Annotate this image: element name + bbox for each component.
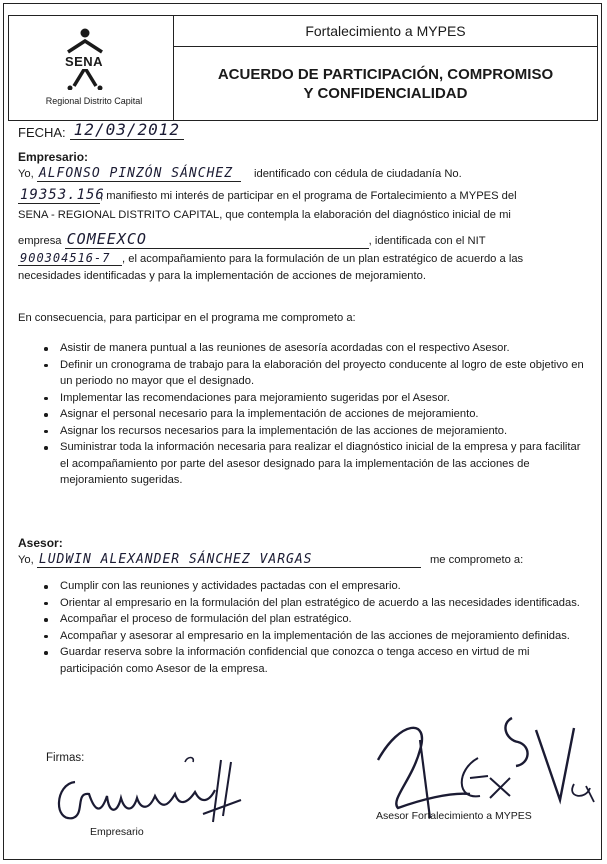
nit-value: 900304516-7 <box>18 251 122 266</box>
title-line-2: Y CONFIDENCIALIDAD <box>303 85 468 102</box>
interest-text: , manifiesto mi interés de participar en el programa de Fortalecimiento a MYPES del <box>100 190 517 202</box>
empresario-line-3: SENA - REGIONAL DISTRITO CAPITAL, que contempla la elaboración del diagnóstico inicial de mi <box>18 209 511 221</box>
date-field <box>18 120 184 140</box>
empresario-label: Empresario: <box>18 150 89 164</box>
empresario-line-1 <box>18 166 583 182</box>
empresario-commitments <box>40 340 585 489</box>
document-title <box>174 48 597 120</box>
list-item: Guardar reserva sobre la información confidencial que conozca o tenga acceso en virtud de mi participación como Asesor de la empresa. <box>40 644 585 677</box>
document-header <box>8 15 598 121</box>
cedula-intro: identificado con cédula de ciudadanía No. <box>253 168 462 180</box>
nit-intro: , identificada con el NIT <box>368 235 486 247</box>
yo-text: Yo, <box>18 554 34 566</box>
asesor-line-1 <box>18 552 583 568</box>
asesor-signature-label: Asesor Fortalecimiento a MYPES <box>376 810 532 822</box>
empresario-signature-label: Empresario <box>90 826 144 838</box>
empresario-line-5 <box>18 251 583 266</box>
logo-cell <box>9 16 174 120</box>
date-label: FECHA: <box>18 125 66 140</box>
list-item: Acompañar el proceso de formulación del plan estratégico. <box>40 611 585 628</box>
list-item: Definir un cronograma de trabajo para la elaboración del proyecto conducente al logro de este objetivo en un periodo no mayor que el designado. <box>40 357 585 390</box>
title-line-1: ACUERDO DE PARTICIPACIÓN, COMPROMISO <box>217 66 554 83</box>
logo-text: SENA <box>64 54 104 69</box>
list-item: Orientar al empresario en la formulación del plan estratégico de acuerdo a las necesidades identificadas. <box>40 595 585 612</box>
asesor-signature <box>360 700 600 825</box>
acompanamiento-text: , el acompañamiento para la formulación de un plan estratégico de acuerdo a las <box>122 253 524 265</box>
empresa-name: COMEEXCO <box>65 230 369 249</box>
date-value: 12/03/2012 <box>70 120 184 140</box>
asesor-commit-text: me comprometo a: <box>429 554 524 566</box>
yo-text: Yo, <box>18 168 34 180</box>
empresario-line-4 <box>18 230 583 249</box>
list-item: Asignar el personal necesario para la implementación de acciones de mejoramiento. <box>40 406 585 423</box>
program-name: Fortalecimiento a MYPES <box>305 23 466 39</box>
cedula-value: 19353.156 <box>20 187 105 203</box>
list-item: Cumplir con las reuniones y actividades pactadas con el empresario. <box>40 578 585 595</box>
empresario-name: ALFONSO PINZÓN SÁNCHEZ <box>37 166 241 182</box>
asesor-commitments <box>40 578 585 677</box>
list-item: Asignar los recursos necesarios para la implementación de las acciones de mejoramiento. <box>40 423 585 440</box>
empresario-line-6: necesidades identificadas y para la implementación de acciones de mejoramiento. <box>18 270 426 282</box>
firmas-label: Firmas: <box>46 752 85 764</box>
list-item: Acompañar y asesorar al empresario en la implementación de las acciones de mejoramiento definidas. <box>40 628 585 645</box>
region-label: Regional Distrito Capital <box>45 96 143 106</box>
list-item: Suministrar toda la información necesaria para realizar el diagnóstico inicial de la empresa y para facilitar el acompañamiento por parte del asesor designado para la implementación de las acciones de mejoramiento sugeridas. <box>40 439 585 489</box>
empresario-signature <box>45 752 245 832</box>
list-item: Asistir de manera puntual a las reuniones de asesoría acordadas con el respectivo Asesor. <box>40 340 585 357</box>
asesor-name: LUDWIN ALEXANDER SÁNCHEZ VARGAS <box>37 552 421 568</box>
empresario-line-2 <box>18 187 583 204</box>
consecuencia-text: En consecuencia, para participar en el programa me comprometo a: <box>18 312 356 324</box>
list-item: Implementar las recomendaciones para mejoramiento sugeridas por el Asesor. <box>40 390 585 407</box>
empresa-label: empresa <box>18 235 62 247</box>
asesor-label: Asesor: <box>18 536 63 550</box>
header-divider <box>174 46 597 47</box>
